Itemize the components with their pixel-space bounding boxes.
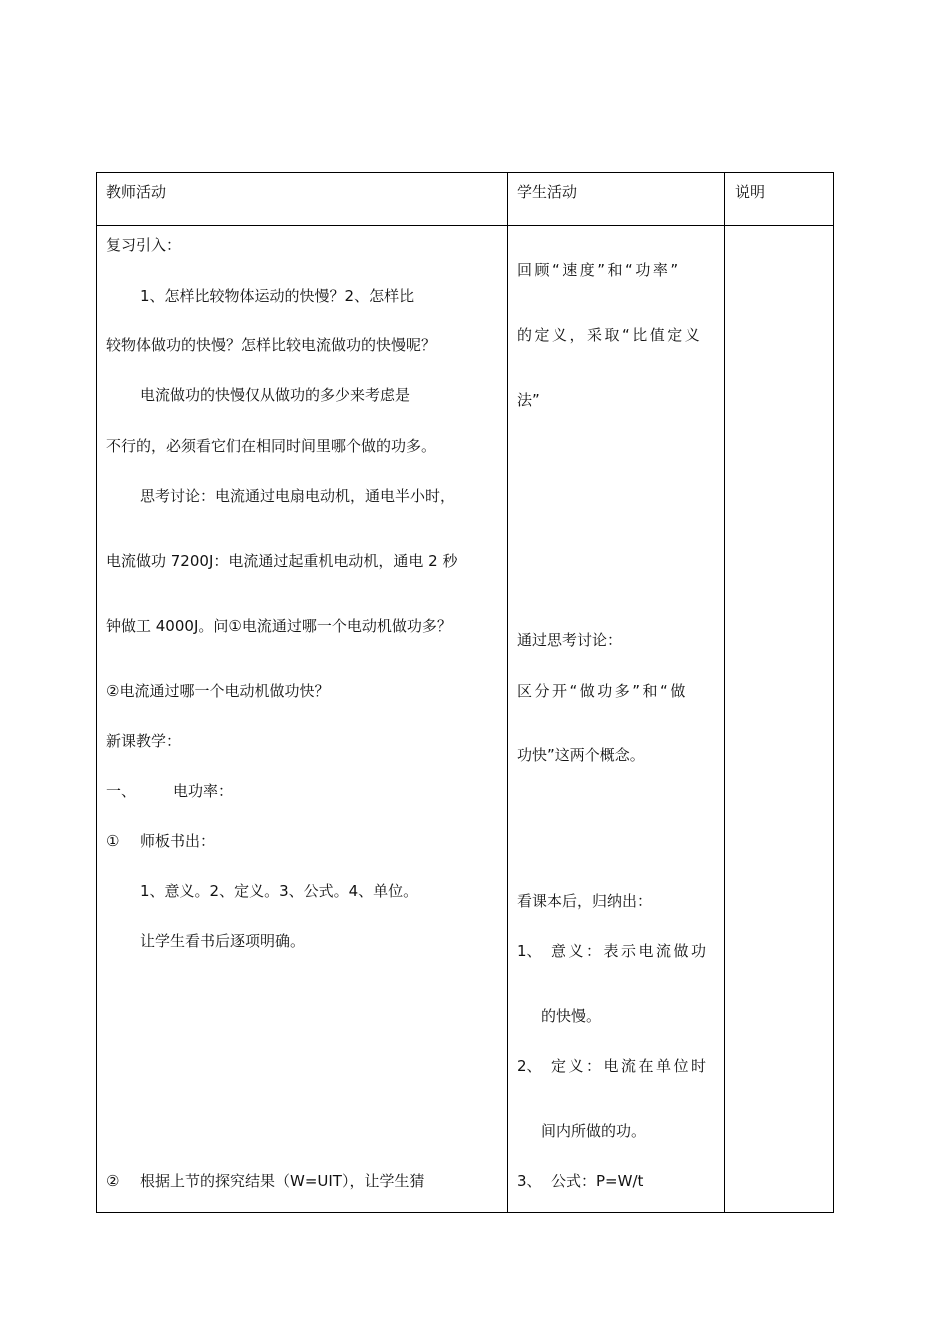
teacher-line: 思考讨论：电流通过电扇电动机，通电半小时， (140, 487, 456, 505)
column-divider-teacher-student (507, 172, 508, 1213)
header-student-activity: 学生活动 (517, 183, 578, 201)
teacher-line: 不行的，必须看它们在相同时间里哪个做的功多。 (106, 437, 437, 455)
student-line: 法” (517, 391, 540, 409)
teacher-line: 电流做功 7200J：电流通过起重机电动机，通电 2 秒 (106, 552, 458, 570)
teacher-line: 1、怎样比较物体运动的快慢？2、怎样比 (140, 287, 415, 305)
table-right-border (833, 172, 834, 1213)
header-note: 说明 (735, 183, 766, 201)
list-number: 3、 (517, 1172, 542, 1190)
student-line: 功快”这两个概念。 (517, 746, 645, 764)
teacher-line: 1、意义。2、定义。3、公式。4、单位。 (140, 882, 419, 900)
section-number: 一、 (106, 782, 137, 800)
student-line: 定义：电流在单位时 (551, 1057, 709, 1075)
list-number: 2、 (517, 1057, 542, 1075)
student-line: 看课本后，归纳出： (517, 892, 653, 910)
section-title: 电功率： (173, 782, 234, 800)
teacher-line: ②电流通过哪一个电动机做功快？ (106, 682, 330, 700)
teacher-line: 电流做功的快慢仅从做功的多少来考虑是 (140, 386, 411, 404)
student-line: 区分开“做功多”和“做 (517, 682, 688, 700)
teacher-line: 师板书出： (140, 832, 216, 850)
teacher-line: 较物体做功的快慢？怎样比较电流做功的快慢呢？ (106, 336, 437, 354)
table-left-border (96, 172, 97, 1213)
student-line: 的定义，采取“比值定义 (517, 326, 703, 344)
item-marker: ② (106, 1172, 120, 1190)
teacher-line: 根据上节的探究结果（W=UIT），让学生猜 (140, 1172, 425, 1190)
teacher-line: 新课教学： (106, 732, 182, 750)
column-divider-student-note (724, 172, 725, 1213)
teacher-line: 让学生看书后逐项明确。 (140, 932, 306, 950)
list-number: 1、 (517, 942, 542, 960)
teacher-line: 钟做工 4000J。问①电流通过哪一个电动机做功多？ (106, 617, 452, 635)
student-line: 间内所做的功。 (541, 1122, 647, 1140)
item-marker: ① (106, 832, 120, 850)
teacher-line: 复习引入： (106, 236, 182, 254)
student-line: 意义：表示电流做功 (551, 942, 709, 960)
student-line: 回顾“速度”和“功率” (517, 261, 681, 279)
student-line: 的快慢。 (541, 1007, 602, 1025)
header-teacher-activity: 教师活动 (106, 183, 167, 201)
student-line: 通过思考讨论： (517, 631, 623, 649)
student-line: 公式：P=W/t (551, 1172, 644, 1190)
